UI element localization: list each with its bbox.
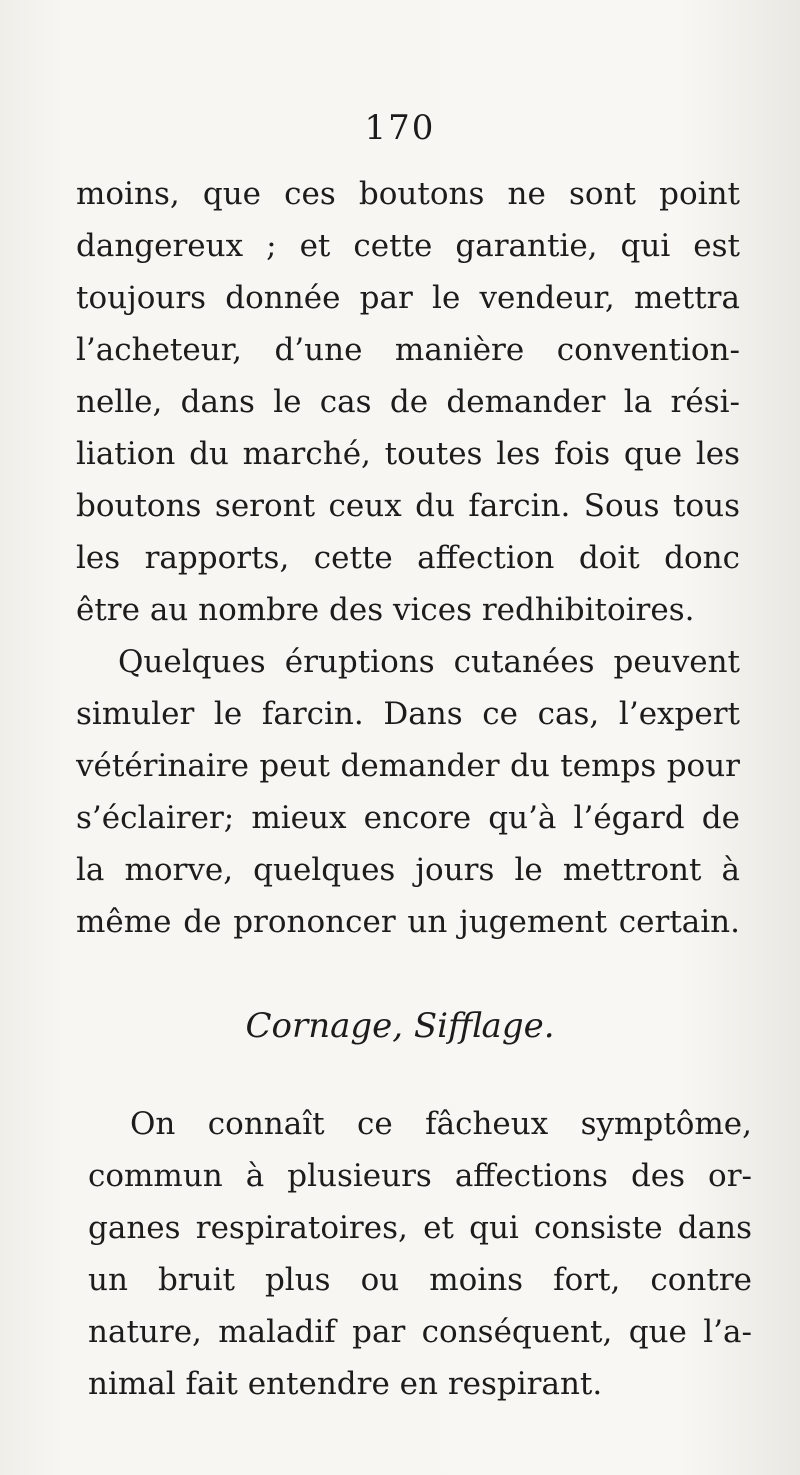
text-line: dangereux ; et cette garantie, qui est xyxy=(76,228,740,264)
text-line: simuler le farcin. Dans ce cas, l’expert xyxy=(76,696,740,732)
text-line: toujours donnée par le vendeur, mettra xyxy=(76,280,740,316)
text-line: même de prononcer un jugement certain. xyxy=(76,904,740,940)
text-line: Quelques éruptions cutanées peuvent xyxy=(118,644,740,680)
text-line: ganes respiratoires, et qui consiste dans xyxy=(88,1210,752,1246)
text-line: nelle, dans le cas de demander la rési- xyxy=(76,384,740,420)
text-line: les rapports, cette affection doit donc xyxy=(76,540,740,576)
text-line: liation du marché, toutes les fois que les xyxy=(76,436,740,472)
text-line: vétérinaire peut demander du temps pour xyxy=(76,748,740,784)
page-number: 170 xyxy=(364,108,436,148)
text-line: moins, que ces boutons ne sont point xyxy=(76,176,740,212)
section-title: Cornage, Sifflage. xyxy=(245,1006,555,1046)
text-line: être au nombre des vices redhibitoires. xyxy=(76,592,695,628)
text-line: nimal fait entendre en respirant. xyxy=(88,1366,603,1402)
text-line: la morve, quelques jours le mettront à xyxy=(76,852,740,888)
text-line: On connaît ce fâcheux symptôme, xyxy=(130,1106,752,1142)
text-line: l’acheteur, d’une manière convention- xyxy=(76,332,740,368)
text-line: commun à plusieurs affections des or- xyxy=(88,1158,752,1194)
text-line: un bruit plus ou moins fort, contre xyxy=(88,1262,752,1298)
text-line: nature, maladif par conséquent, que l’a- xyxy=(88,1314,752,1350)
text-line: boutons seront ceux du farcin. Sous tous xyxy=(76,488,740,524)
text-line: s’éclairer; mieux encore qu’à l’égard de xyxy=(76,800,740,836)
